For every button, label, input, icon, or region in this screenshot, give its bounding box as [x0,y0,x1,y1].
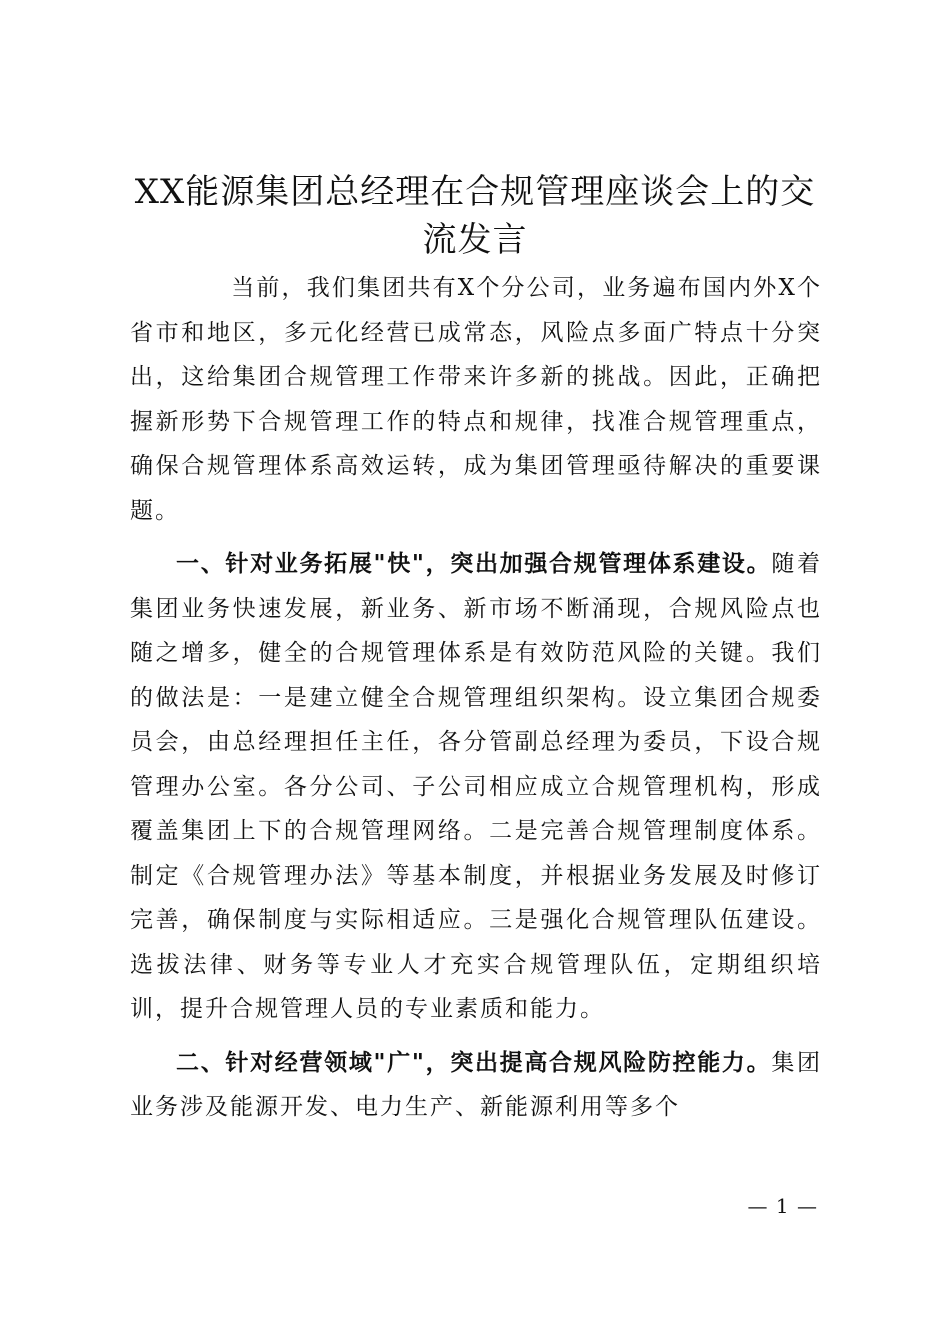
section-1-text: 随着集团业务快速发展，新业务、新市场不断涌现，合规风险点也随之增多，健全的合规管理体系是有效防范风险的关键。我们的做法是：一是建立健全合规管理组织架构。设立集团合规委员会，由总经理担任主任，各分管副总经理为委员，下设合规管理办公室。各分公司、子公司相应成立合规管理机构，形成覆盖集团上下的合规管理网络。二是完善合规管理制度体系。制定《合规管理办法》等基本制度，并根据业务发展及时修订完善，确保制度与实际相适应。三是强化合规管理队伍建设。选拔法律、财务等专业人才充实合规管理队伍，定期组织培训，提升合规管理人员的专业素质和能力。 [130,551,823,1022]
section-2-paragraph [130,1041,822,1130]
page-number: — 1 — [747,1194,818,1218]
section-1-heading: 一、针对业务拓展"快"，突出加强合规管理体系建设。 [176,551,772,577]
document-body [130,266,822,1130]
section-2-heading: 二、针对经营领域"广"，突出提高合规风险防控能力。 [176,1049,772,1076]
intro-paragraph: 当前，我们集团共有X个分公司，业务遍布国内外X个省市和地区，多元化经营已成常态，风险点多面广特点十分突出，这给集团合规管理工作带来许多新的挑战。因此，正确把握新形势下合规管理工作的特点和规律，找准合规管理重点，确保合规管理体系高效运转，成为集团管理亟待解决的重要课题。 [130,275,822,524]
section-2-text: 集团业务涉及能源开发、电力生产、新能源利用等多个 [130,1049,823,1120]
section-1-paragraph [130,542,822,1032]
document-title: XX能源集团总经理在合规管理座谈会上的交流发言 [134,172,816,260]
